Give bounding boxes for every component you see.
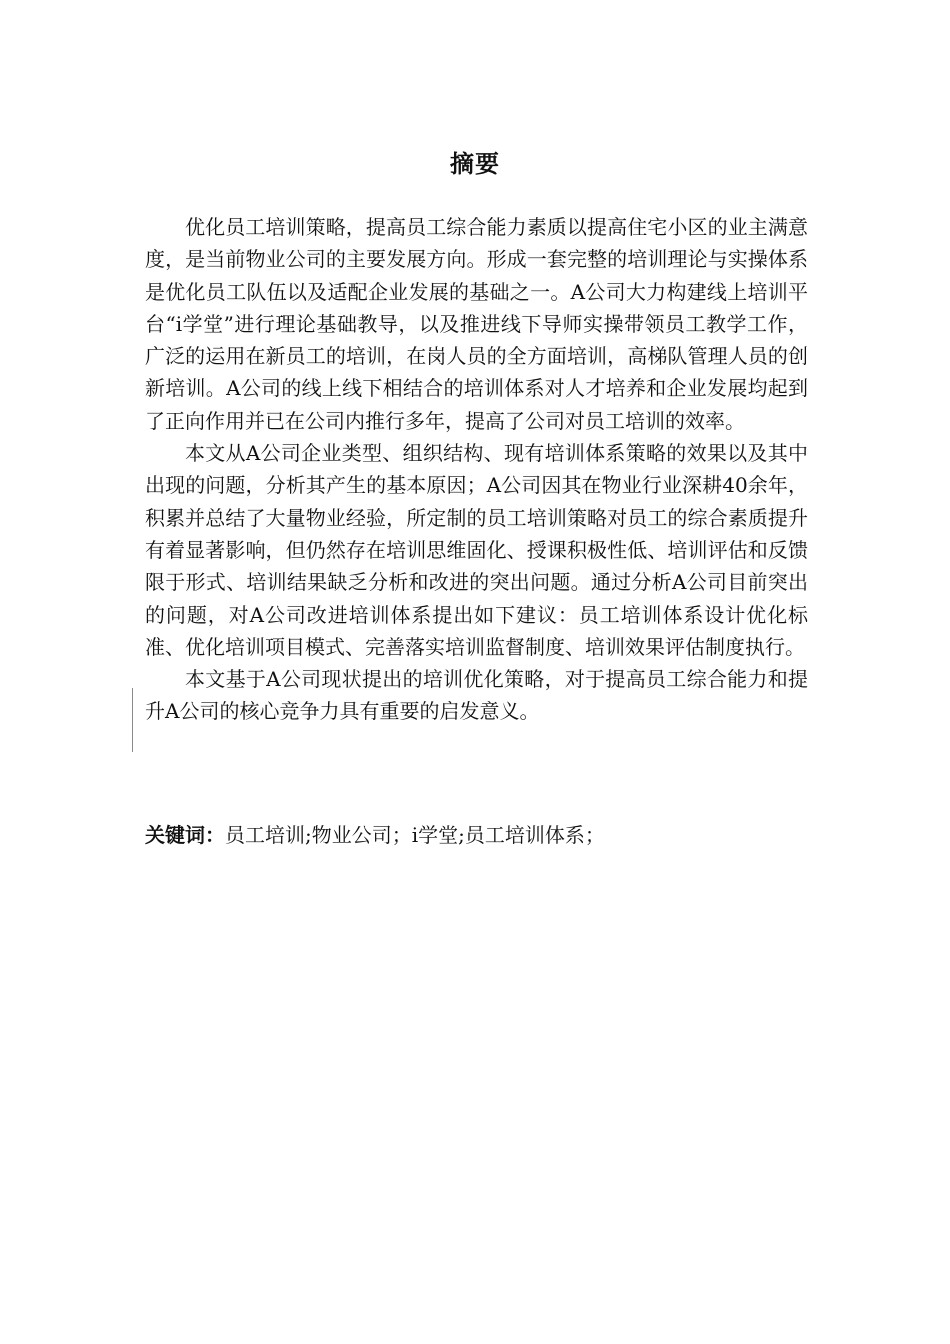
keywords-text: 员工培训;物业公司；i学堂;员工培训体系； xyxy=(225,823,605,847)
abstract-body xyxy=(145,211,808,728)
abstract-paragraph-3: 本文基于A公司现状提出的培训优化策略，对于提高员工综合能力和提升A公司的核心竞争力具有重要的启发意义。 xyxy=(145,667,808,724)
keywords-line xyxy=(145,819,808,851)
abstract-paragraph-1: 优化员工培训策略，提高员工综合能力素质以提高住宅小区的业主满意度，是当前物业公司的主要发展方向。形成一套完整的培训理论与实操体系是优化员工队伍以及适配企业发展的基础之一。A公司大力构建线上培训平台“i学堂”进行理论基础教导，以及推进线下导师实操带领员工教学工作，广泛的运用在新员工的培训，在岗人员的全方面培训，高梯队管理人员的创新培训。A公司的线上线下相结合的培训体系对人才培养和企业发展均起到了正向作用并已在公司内推行多年，提高了公司对员工培训的效率。 xyxy=(145,215,808,433)
keywords-label: 关键词： xyxy=(145,823,225,847)
abstract-paragraph-2: 本文从A公司企业类型、组织结构、现有培训体系策略的效果以及其中出现的问题，分析其产生的基本原因；A公司因其在物业行业深耕40余年，积累并总结了大量物业经验，所定制的员工培训策略对员工的综合素质提升有着显著影响，但仍然存在培训思维固化、授课积极性低、培训评估和反馈限于形式、培训结果缺乏分析和改进的突出问题。通过分析A公司目前突出的问题，对A公司改进培训体系提出如下建议：员工培训体系设计优化标准、优化培训项目模式、完善落实培训监督制度、培训效果评估制度执行。 xyxy=(145,441,808,659)
margin-change-bar xyxy=(132,688,133,752)
abstract-title: 摘要 xyxy=(450,150,500,178)
